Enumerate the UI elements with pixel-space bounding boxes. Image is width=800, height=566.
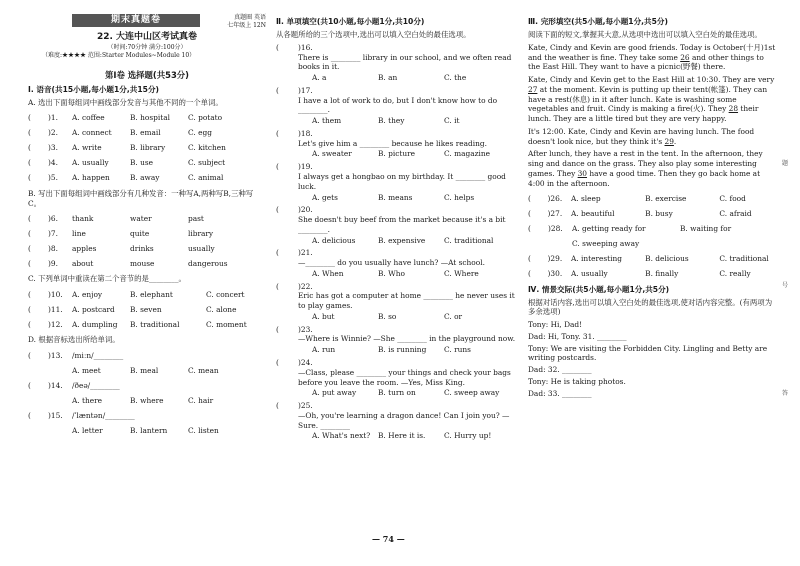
column-right xyxy=(528,14,776,400)
question-row: ( )7. line quite library xyxy=(28,229,214,239)
mc-question: ( )20. She doesn't buy beef from the market because it's a bit ________. A. delicious B. expensive C. traditional xyxy=(276,205,506,245)
margin-mark: 题 xyxy=(782,160,789,167)
question-row: ( )26. A. sleep B. exercise C. food xyxy=(528,194,746,204)
mc-question: ( )24. —Class, please ________ your things and check your bags before you leave the room. —Yes, Miss King. A. put away B. turn on C. sweep away xyxy=(276,357,511,398)
question-row: ( )14. /ðeə/________ xyxy=(28,380,120,390)
option-row: A. letter B. lantern C. listen xyxy=(72,425,219,435)
cloze-blank: 27 xyxy=(528,84,538,94)
banner: 期末真题卷 xyxy=(72,14,200,27)
option-row: A. meet B. meal C. mean xyxy=(72,365,219,375)
option-row: A. there B. where C. hair xyxy=(72,395,214,405)
page-number: — 74 — xyxy=(372,534,405,544)
dialog-line: Tony: Hi, Dad! xyxy=(528,320,583,330)
margin-mark: 答 xyxy=(782,390,789,397)
question-row: ( )10. A. enjoy B. elephant C. concert xyxy=(28,289,245,299)
group-c xyxy=(28,287,266,332)
group-d xyxy=(28,348,266,438)
cloze-options xyxy=(528,192,776,282)
instruction: A. 选出下面每组词中画线部分发音与其他不同的一个单词。 xyxy=(28,98,223,108)
dialog-line: Tony: He is taking photos. xyxy=(528,376,626,386)
mc-question: ( )19. I always get a hongbao on my birthday. It ________ good luck. A. gets B. means C. helps xyxy=(276,162,506,202)
part-title: 第Ⅰ卷 选择题(共53分) xyxy=(105,70,189,80)
cloze-blank: 26 xyxy=(680,52,690,62)
instruction: 根据对话内容,选出可以填入空白处的最佳选项,使对话内容完整。(有两项为多余选项) xyxy=(528,297,773,317)
question-row: ( )4. A. usually B. use C. subject xyxy=(28,158,226,168)
group-b xyxy=(28,211,266,271)
passage-paragraph: Kate, Cindy and Kevin are good friends. Today is October(十月)1st and the weather is fine. They take some 26 and other things to the East Hill. They want to have a picnic(野餐) there. xyxy=(528,42,776,72)
question-row: ( )30. A. usually B. finally C. really xyxy=(528,269,751,279)
section-title: Ⅱ. 单项填空(共10小题,每小题1分,共10分) xyxy=(276,17,425,26)
mc-question: ( )23. —Where is Winnie? —She ________ in the playground now. A. run B. is running C. runs xyxy=(276,324,516,355)
mc-question: ( )17. I have a lot of work to do, but I don't know how to do ________. A. them B. they C. it xyxy=(276,85,498,126)
question-row: ( )9. about mouse dangerous xyxy=(28,259,228,269)
question-row: ( )8. apples drinks usually xyxy=(28,244,215,254)
column-left xyxy=(28,14,266,438)
mc-question: ( )22. Eric has got a computer at home ________ he never uses it to play games. A. but B. so C. or xyxy=(276,281,515,321)
paper-meta: （时间:70分钟 满分:100分） xyxy=(107,44,187,51)
question-row: ( )12. A. dumpling B. traditional C. moment xyxy=(28,319,247,329)
instruction: D. 根据音标选出所给单词。 xyxy=(28,335,120,345)
mc-question: ( )16. There is ________ library in our school, and we often read books in it. A. a B. an C. the xyxy=(276,42,512,83)
mc-question: ( )25. —Oh, you're learning a dragon dance! Can I join you? —Sure. ________ A. What's next? B. Here it is. C. Hurry up! xyxy=(276,401,510,441)
margin-mark: 号 xyxy=(782,282,789,289)
group-a xyxy=(28,111,266,186)
cloze-blank: 30 xyxy=(577,168,588,178)
question-row: ( )13. /miːn/________ xyxy=(28,350,124,360)
option-row: C. sweeping away xyxy=(572,239,640,249)
section-title: Ⅲ. 完形填空(共5小题,每小题1分,共5分) xyxy=(528,17,668,26)
dialog-line: Dad: Hi, Tony. 31. ________ xyxy=(528,331,627,341)
question-row: ( )1. A. coffee B. hospital C. potato xyxy=(28,113,223,123)
question-row: ( )27. A. beautiful B. busy C. afraid xyxy=(528,209,752,219)
instruction: 阅读下面的短文,掌握其大意,从选项中选出可以填入空白处的最佳选项。 xyxy=(528,30,762,40)
question-row: ( )11. A. postcard B. seven C. alone xyxy=(28,304,237,314)
dialog-line: Dad: 32. ________ xyxy=(528,365,592,375)
dialog xyxy=(528,320,776,398)
corner-line: 真题圈 英语 xyxy=(234,14,266,21)
instruction: B. 写出下面每组词中画线部分有几种发音：一种写A,两种写B,三种写C。 xyxy=(28,188,254,208)
passage-paragraph: After lunch, they have a rest in the tent. In the afternoon, they sing and dance on the grass. They also play some interesting games. They 30 have a good time. Then they go back home at 4:00 in the afternoon. xyxy=(528,149,763,188)
question-row: ( )6. thank water past xyxy=(28,214,204,224)
passage-paragraph: It's 12:00. Kate, Cindy and Kevin are having lunch. The food doesn't look nice, but they think it's 29. xyxy=(528,126,755,146)
section-title: Ⅰ. 语音(共15小题,每小题1分,共15分) xyxy=(28,85,160,95)
paper-scope: （难度:★★★★ 范围:Starter Modules~Module 10） xyxy=(42,52,196,59)
instruction: 从各题所给的三个选项中,选出可以填入空白处的最佳选项。 xyxy=(276,30,471,40)
passage-paragraph: Kate, Cindy and Kevin get to the East Hill at 10:30. They are very 27 at the moment. Kevin is putting up their tent(帐篷). They can have a rest(休息) in it after lunch. Kate is washing some vegetables and fruit. Cindy is making a fire(火). They 28 their lunch. They are a little tired but they are very happy. xyxy=(528,75,775,124)
paper-header xyxy=(28,14,266,66)
question-row: ( )29. A. interesting B. delicious C. traditional xyxy=(528,254,769,264)
corner-line: 七年级上 12N xyxy=(227,21,266,29)
question-row: ( )2. A. connect B. email C. egg xyxy=(28,128,212,138)
paper-title: 22. 大连中山区考试真卷 xyxy=(96,32,198,42)
cloze-blank: 29 xyxy=(664,136,674,146)
corner-label xyxy=(206,14,266,29)
question-row: ( )15. /ˈlæntən/________ xyxy=(28,410,135,420)
instruction: C. 下列单词中重读在第二个音节的是________。 xyxy=(28,274,186,284)
column-middle xyxy=(276,14,516,444)
mc-question: ( )18. Let's give him a ________ because he likes reading. A. sweater B. picture C. magazine xyxy=(276,128,491,159)
cloze-blank: 28 xyxy=(728,104,739,114)
mc-question: ( )21. —________ do you usually have lunch? —At school. A. When B. Who C. Where xyxy=(276,248,485,278)
question-row: ( )28. A. getting ready for B. waiting for xyxy=(528,224,732,234)
section-title: Ⅳ. 情景交际(共5小题,每小题1分,共5分) xyxy=(528,284,670,294)
dialog-line: Dad: 33. ________ xyxy=(528,388,592,398)
dialog-line: Tony: We are visiting the Forbidden City. Lingling and Betty are writing postcards. xyxy=(528,343,768,363)
question-row: ( )3. A. write B. library C. kitchen xyxy=(28,143,226,153)
question-row: ( )5. A. happen B. away C. animal xyxy=(28,173,224,183)
